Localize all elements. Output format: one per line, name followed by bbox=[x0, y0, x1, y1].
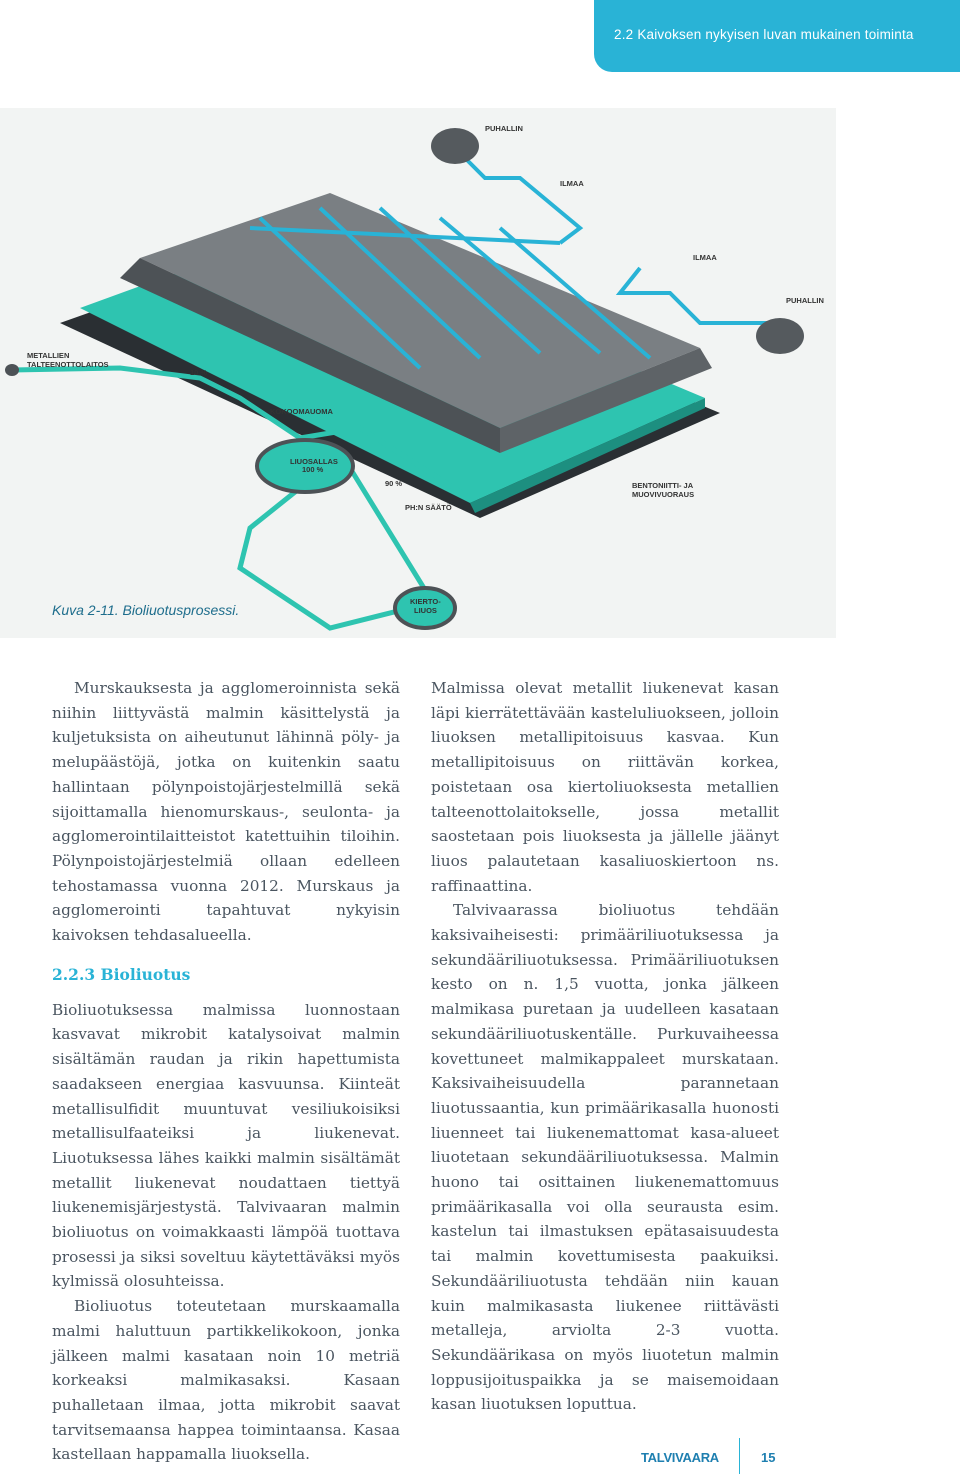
label-puhallin-right: PUHALLIN bbox=[786, 296, 824, 305]
label-puhallin-top: PUHALLIN bbox=[485, 124, 523, 133]
section-title: 2.2 Kaivoksen nykyisen luvan mukainen toiminta bbox=[614, 27, 914, 42]
right-paragraph-2: Talvivaarassa bioliuotus tehdään kaksivaiheisesti: primääriliuotuksessa ja sekundääriliuotuksessa. Primääriliuotuksen kesto on n. 1,5 vuotta, jonka jälkeen malmikasa puretaan ja uudelleen kasataan sekundääriliuotuskentälle. Purkuvaiheessa kovettuneet malmikappaleet murskataan. Kaksivaiheisuudella parannetaan liuotussaantia, kun primäärikasalla huonosti liuenneet tai liukenemattomat kasa-alueet liuotetaan sekundääriliuotuksessa. Malmin huono tai osittainen liukenemattomuus primäärikasalla voi olla seurausta esim. kastelun tai ilmastuksen epätasaisuudesta tai malmin kovettumisesta paakuiksi. Sekundääriliuotusta tehdään niin kauan kuin malmikasasta liukenee riittävästi metalleja, arviolta 2-3 vuotta. Sekundäärikasa on myös liuotetun malmin loppusijoituspaikka ja se maisemoidaan kasan liuotuksen loputtua. bbox=[431, 901, 779, 1414]
label-kierto-1: KIERTO- bbox=[410, 597, 441, 606]
blower-top bbox=[431, 128, 479, 164]
label-percent-10: 10 % bbox=[190, 368, 208, 377]
blower-right bbox=[756, 318, 804, 354]
label-bentoniitti-1: BENTONIITTI- JA bbox=[632, 481, 694, 490]
diagram-illustration bbox=[0, 108, 836, 638]
section-heading: 2.2.3 Bioliuotus bbox=[52, 964, 191, 984]
footer-brand: TALVIVAARA bbox=[641, 1450, 719, 1465]
label-liuosallas-2: 100 % bbox=[302, 465, 324, 474]
label-kokoomauoma: KOKOOMAUOMA bbox=[270, 407, 333, 416]
label-ph-saato: PH:N SÄÄTÖ bbox=[405, 503, 452, 512]
label-ilmaa-right: ILMAA bbox=[693, 253, 717, 262]
figure-caption: Kuva 2-11. Bioliuotusprosessi. bbox=[52, 602, 240, 618]
label-liuosallas-1: LIUOSALLAS bbox=[290, 457, 338, 466]
left-paragraph-2: Bioliuotuksessa malmissa luonnostaan kasvavat mikrobit katalysoivat malmin sisältämän raudan ja rikin hapettumista saadakseen energiaa kasvuunsa. Kiinteät metallisulfidit muuntuvat vesiliukoisiksi metallisulfaateiksi ja liukenevat. Liuotuksessa lähes kaikki malmin sisältämät metallit liukenevat noudattaen tiettyä liukenemisjärjestystä. Talvivaaran malmin bioliuotus on voimakkaasti lämpöä tuottava prosessi ja siksi soveltuu käytettäväksi myös kylmissä olosuhteissa. bbox=[52, 1000, 400, 1291]
label-ilmaa-top: ILMAA bbox=[560, 179, 584, 188]
left-paragraph-3: Bioliuotus toteutetaan murskaamalla malmi haluttuun partikkelikokoon, jonka jälkeen malmi kasataan noin 10 metriä korkeaksi malmikasaksi. Kasaan puhalletaan ilmaa, jotta mikrobit saavat tarvitsemaansa happea toimintaansa. Kasaa kastellaan happamalla liuoksella. bbox=[52, 1297, 400, 1464]
label-kierto-2: LIUOS bbox=[414, 606, 437, 615]
left-paragraph-1: Murskauksesta ja agglomeroinnista sekä niihin liittyvästä malmin käsittelystä ja kuljetuksista on aiheutunut lähinnä pöly- ja melupäästöjä, jotka on kuitenkin saatu hallintaan pölynpoistojärjestelmillä sekä sijoittamalla hienomurskaus-, seulonta- ja agglomerointilaitteistot katettuihin tiloihin. Pölynpoistojärjestelmiä ollaan edelleen tehostamassa vuonna 2012. Murskaus ja agglomerointi tapahtuvat nykyisin kaivoksen tehdasalueella. bbox=[52, 679, 400, 945]
metal-recovery-node bbox=[5, 364, 19, 376]
section-header-tab bbox=[594, 0, 960, 72]
label-metallien-1: METALLIEN bbox=[27, 351, 70, 360]
left-column bbox=[52, 676, 400, 1467]
page-number: 15 bbox=[761, 1450, 776, 1465]
bioleaching-diagram bbox=[0, 108, 836, 638]
right-column bbox=[431, 676, 779, 1417]
label-metallien-2: TALTEENOTTOLAITOS bbox=[27, 360, 109, 369]
footer-divider bbox=[739, 1438, 740, 1474]
label-percent-90: 90 % bbox=[385, 479, 403, 488]
right-paragraph-1: Malmissa olevat metallit liukenevat kasan läpi kierrätettävään kasteluliuokseen, jolloin liuoksen metallipitoisuus kasvaa. Kun metallipitoisuus on riittävän korkea, poistetaan osa kiertoliuoksesta metallien talteenottolaitokselle, jossa metallit saostetaan pois liuoksesta ja jällelle jäänyt liuos palautetaan kasaliuoskiertoon ns. raffinaattina. bbox=[431, 679, 779, 895]
label-bentoniitti-2: MUOVIVUORAUS bbox=[632, 490, 695, 499]
